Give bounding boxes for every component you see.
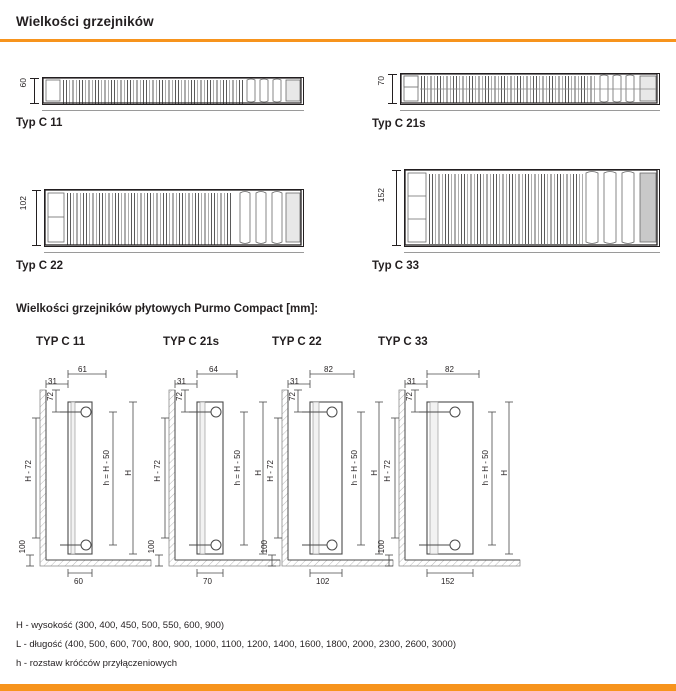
dim-h72-c21s: H - 72 — [153, 460, 162, 482]
dim-100-c11: 100 — [18, 540, 27, 554]
notes-block — [16, 620, 666, 677]
dim-base-c33: 152 — [441, 577, 455, 586]
dim-100-c22: 100 — [260, 540, 269, 554]
dim-top-c11: 61 — [78, 365, 87, 374]
install-drawing-c11 — [16, 360, 156, 605]
typ-label-c11: TYP C 11 — [36, 336, 86, 348]
dim-height-c22: H — [370, 470, 379, 476]
label-c33: Typ C 33 — [372, 260, 420, 272]
dim-base-c11: 60 — [74, 577, 83, 586]
dim-height-c11: H — [124, 470, 133, 476]
typ-label-c21s: TYP C 21s — [163, 336, 220, 348]
dim-inner-c33: h = H - 50 — [481, 450, 490, 486]
dim-offset-c22: 31 — [290, 377, 299, 386]
radiator-body-c21s — [400, 73, 660, 105]
footer-accent-bar — [0, 684, 676, 691]
label-c21s: Typ C 21s — [372, 118, 426, 130]
label-c22: Typ C 22 — [16, 260, 64, 272]
dim-base-c22: 102 — [316, 577, 330, 586]
dim-base-c21s: 70 — [203, 577, 212, 586]
page-title: Wielkości grzejników — [16, 14, 154, 29]
dim-h72-c11: H - 72 — [24, 460, 33, 482]
page-header — [0, 0, 676, 42]
radiator-body-c22 — [44, 189, 304, 247]
section-drawing-c21s — [372, 58, 672, 136]
dim-offset-c11: 31 — [48, 377, 57, 386]
label-c11: Typ C 11 — [16, 117, 63, 129]
note-spacing: h - rozstaw króćców przyłączeniowych — [16, 658, 178, 669]
dim-72-c33: 72 — [405, 392, 414, 401]
section-drawing-c33 — [372, 160, 672, 275]
dim-depth-c21s: 70 — [376, 76, 386, 86]
note-length: L - długość (400, 500, 600, 700, 800, 900, 1000, 1100, 1200, 1400, 1600, 1800, 2000, 2300, 2600, 3000) — [16, 639, 457, 650]
dim-top-c21s: 64 — [209, 365, 218, 374]
dim-inner-c21s: h = H - 50 — [233, 450, 242, 486]
note-height: H - wysokość (300, 400, 450, 500, 550, 600, 900) — [16, 620, 225, 631]
dim-offset-c21s: 31 — [177, 377, 186, 386]
typ-label-c33: TYP C 33 — [378, 336, 428, 348]
typ-label-c22: TYP C 22 — [272, 336, 322, 348]
dim-depth-c22: 102 — [18, 196, 28, 211]
section-drawing-c22 — [16, 180, 316, 275]
dim-depth-c33: 152 — [376, 188, 386, 203]
install-drawing-c33 — [375, 360, 525, 605]
dim-top-c33: 82 — [445, 365, 454, 374]
dim-top-c22: 82 — [324, 365, 333, 374]
dim-100-c33: 100 — [377, 540, 386, 554]
mid-heading: Wielkości grzejników płytowych Purmo Compact [mm]: — [16, 303, 319, 315]
dim-100-c21s: 100 — [147, 540, 156, 554]
radiator-body-c33 — [404, 169, 660, 247]
dim-offset-c33: 31 — [407, 377, 416, 386]
dim-72-c11: 72 — [46, 392, 55, 401]
dim-h72-c22: H - 72 — [266, 460, 275, 482]
section-drawing-c11 — [16, 60, 316, 135]
dim-inner-c11: h = H - 50 — [102, 450, 111, 486]
dim-72-c22: 72 — [288, 392, 297, 401]
dim-depth-c11: 60 — [18, 78, 28, 88]
radiator-body-c11 — [42, 77, 304, 105]
dim-72-c21s: 72 — [175, 392, 184, 401]
dim-height-c21s: H — [254, 470, 263, 476]
dim-h72-c33: H - 72 — [383, 460, 392, 482]
dim-inner-c22: h = H - 50 — [350, 450, 359, 486]
dim-height-c33: H — [500, 470, 509, 476]
